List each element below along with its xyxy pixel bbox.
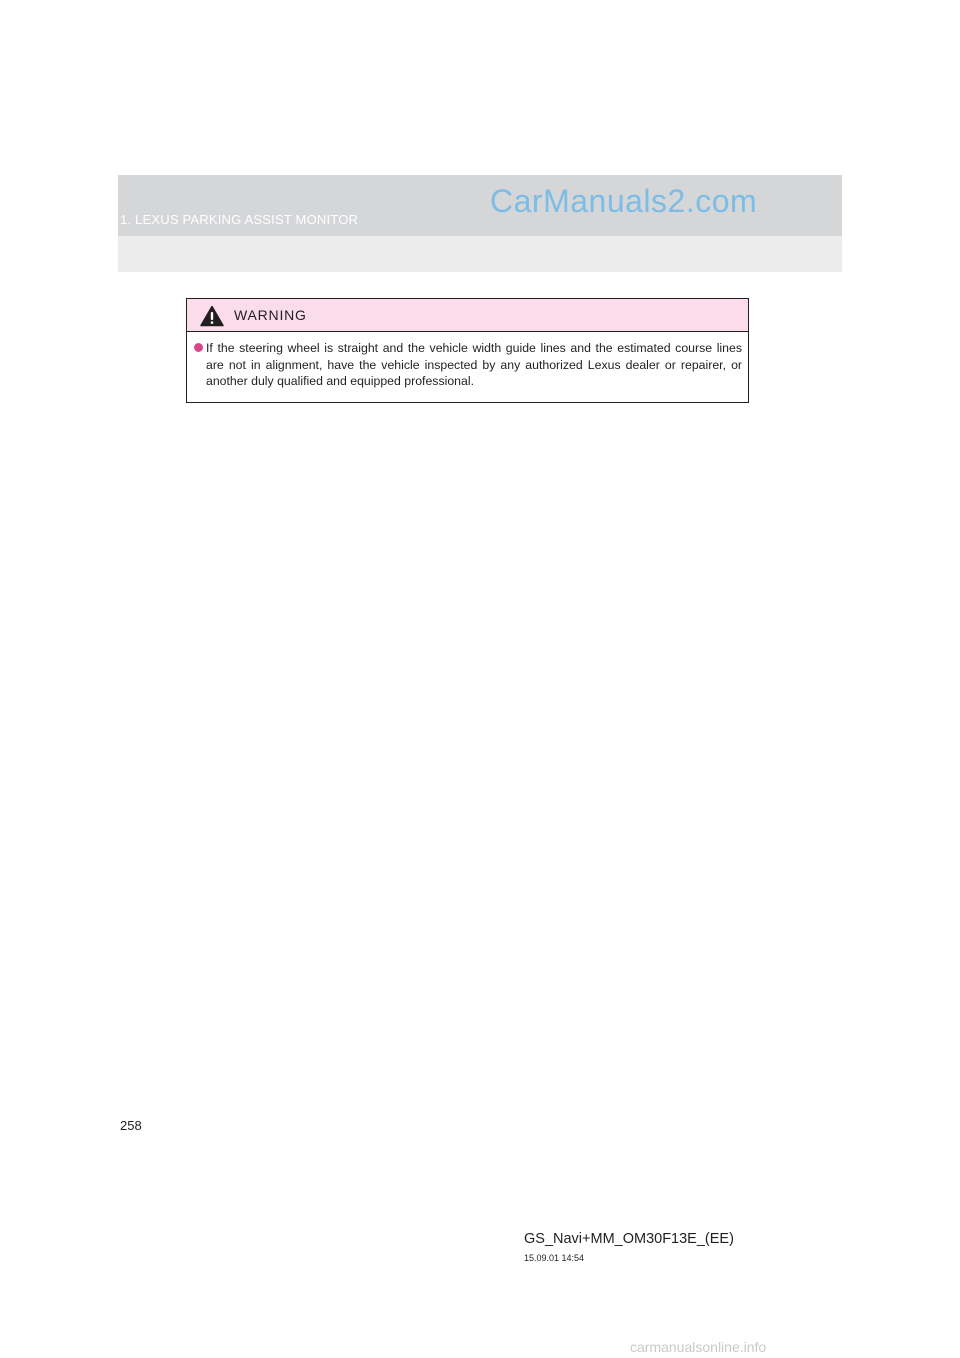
warning-header [187, 299, 748, 332]
section-title: 1. LEXUS PARKING ASSIST MONITOR [120, 212, 359, 227]
warning-triangle-icon [200, 305, 224, 327]
site-watermark: carmanualsonline.info [630, 1339, 767, 1355]
warning-body [187, 332, 748, 390]
warning-box [186, 298, 749, 403]
page-number: 258 [120, 1118, 142, 1133]
header-sub-band [118, 236, 842, 272]
bullet-icon [194, 343, 203, 352]
warning-item: If the steering wheel is straight and the vehicle width guide lines and the estimated course lines are not in alignment, have the vehicle inspected by any authorized Lexus dealer or repairer, or another duly qualified and equipped professional. [206, 341, 742, 388]
document-timestamp: 15.09.01 14:54 [524, 1253, 585, 1263]
document-id: GS_Navi+MM_OM30F13E_(EE) [524, 1231, 734, 1247]
warning-title: WARNING [234, 307, 307, 323]
carmanuals-watermark: CarManuals2.com [490, 183, 758, 219]
